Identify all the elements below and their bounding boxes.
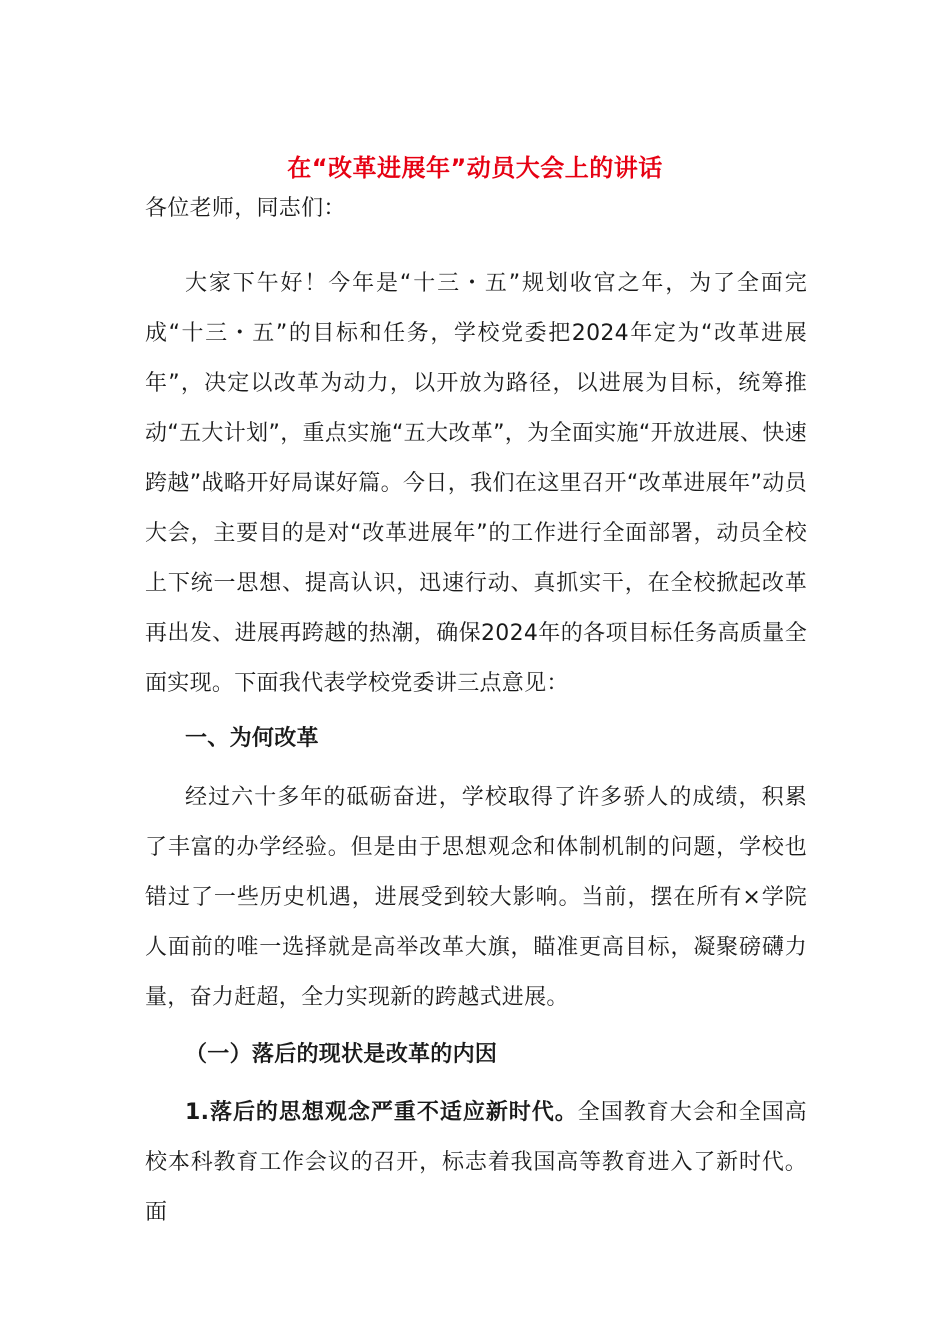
document-title: 在“改革进展年”动员大会上的讲话 [287,154,663,182]
subsection-heading-1: （一）落后的现状是改革的内因 [185,1042,498,1067]
intro-paragraph: 大家下午好！今年是“十三・五”规划收官之年，为了全面完成“十三・五”的目标和任务，学校党委把2024年定为“改革进展年”，决定以改革为动力，以开放为路径，以进展为目标，统筹推动“五大计划”，重点实施“五大改革”，为全面实施“开放进展、快速跨越”战略开好局谋好篇。今日，我们在这里召开“改革进展年”动员大会，主要目的是对“改革进展年”的工作进行全面部署，动员全校上下统一思想、提高认识，迅速行动、真抓实干，在全校掀起改革再出发、进展再跨越的热潮，确保2024年的各项目标任务高质量全面实现。下面我代表学校党委讲三点意见： [145,271,807,696]
salutation: 各位老师，同志们： [145,196,346,221]
section-1-paragraph: 经过六十多年的砥砺奋进，学校取得了许多骄人的成绩，积累了丰富的办学经验。但是由于思想观念和体制机制的问题，学校也错过了一些历史机遇，进展受到较大影响。当前，摆在所有×学院人面前的唯一选择就是高举改革大旗，瞄准更高目标，凝聚磅礴力量，奋力赶超，全力实现新的跨越式进展。 [145,785,807,1010]
point-1-lead: 1.落后的思想观念严重不适应新时代。 [185,1100,578,1125]
section-heading-1: 一、为何改革 [185,726,319,751]
point-1-paragraph [145,1088,807,1238]
point-1-text: 全国教育大会和全国高校本科教育工作会议的召开，标志着我国高等教育进入了新时代。面 [145,1100,807,1225]
